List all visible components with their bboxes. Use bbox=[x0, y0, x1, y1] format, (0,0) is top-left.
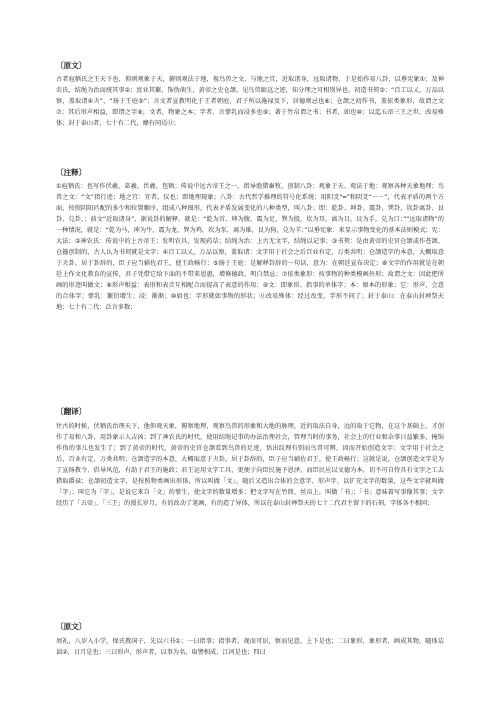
translation-paragraph: 往古的时候，伏牺氏治理天下，他仰观天象，俯察地理，观察鸟兽的形象和大地的脉理，近的取法自身，远的取于它物，在这个基础上，才创作了易和八卦，用卦象示人吉凶；到了神农氏的时代，使用结绳记事的办法治理社会，管理当时的事务，社会上的行业和杂事日益繁多，掩饰作伪的事儿也发生了；到了黄帝的时代，黄帝的史官仓颉看到鸟兽的足迹，悟出纹理有别而鸟兽可辨，因而开始创造文字；文字用于社会之后，百业有定，万类共明；仓颉造字的本意，大概取意于夬卦，居于卦辞的，臣子应当辅佐君王，使王政畅行；这就是说，仓颉创造文字是为了宣扬教令、倡导风范，有助于君王的施政；君王运用文字工具，更便于向臣民施予恩泽，而臣民应以文德为本，切不可自恃具有文字之工去猎取爵禄；仓颉初造文字，是按照物类画出形体，所以叫做「文」，随后又造出合体的会意字、形声字，以扩充文字的数量，这些文字就叫做「字」；叫它为「字」，是说它来自「文」的孳生，使文字的数量增多；把文字写在竹简、丝帛上，叫做「书」；「书」意味着写事像其事；文字经历了「五帝」、「三王」的漫长岁月，有的改动了笔画，有的造了异体，所以在泰山封禅祭天的七十二代君主留下的石刻，字体各不相同； bbox=[56, 423, 444, 507]
section-heading-annotations: 〔注释〕 bbox=[56, 168, 87, 177]
section-heading-original-text: 〔原文〕 bbox=[56, 61, 87, 70]
section-heading-translation: 〔翻译〕 bbox=[56, 407, 87, 416]
original-text-paragraph: 古者庖牺氏之王天下也，仰则观象于天，俯则观法于地，视鸟兽之文，与地之宜，近取诸身，远取诸物，于是始作易八卦，以垂宪象①；及神农氏，结绳为治而统其事②；庶业其繁，饰伪萌生，黄帝之史仓颉，见鸟兽蹄迒之迹，知分理之可相别异也，初造书契③；“百工以乂，万品以察，盖取诸④夬”，“扬于王庭⑤”；言文者宣教明化于王者朝庭，君子所以施禄及下，居德则忌也⑥；仓颉之初作书，盖依类象形，故谓之文⑦；其后形声相益，即谓之字⑧，文者，物象之本；字者，言孳乳而浸多也⑨；著于竹帛谓之书；书者，如也⑩；以迄五帝三王之世，改易殊体；封于泰山者，七十有二代，靡有同焉⑪； bbox=[56, 76, 444, 127]
section-heading-original-text-2: 〔原文〕 bbox=[56, 622, 87, 631]
original-text-paragraph-2: 周礼，八岁入小学，保氏教国子，先以六书①；一曰指事；指事者，视而可识，察而见意，上下是也；二曰象形，象形者，画成其物，随体诘诎②，日月是也；三曰形声，形声者，以事为名，取譬相成，江河是也；四曰 bbox=[56, 638, 444, 656]
annotations-paragraph: ①庖牺氏：也写作伏羲、宓羲、伏羲、包牺；传说中远古帝王之一，指导渔猎畜牧，创制八卦；观象于天、观法于地：观察各种天象地理；鸟兽之文：“文”指行迹；地之宜：宜者，仪也；即地理现象；八卦：古代哲学推理的符号化系统；用阳爻“━”和阴爻“－－”，代表矛盾的两个方面，按照阴阳匹配的多少和位置顺序，组成八种图形，代表矛盾发展变化的八种类型，叫八卦；即：乾卦、坤卦、震卦、巽卦、坎卦离卦、艮卦、兑卦，；前文“近取诸身”，据说卦的解释，就是：“乾为首，坤为腹，震为足，巽为股，坎为耳，离为目，艮为手，兑为口；”“远取诸物”的一种情况，就是：“乾为马，坤为牛，震为龙，巽为鸡，坎为豕，离为雉，艮为狗，兑为羊；”以垂宪象：来显示事物变化的基本法则模式；宪：大法；②神农氏：传说中的上古帝王；发明农具，发现药草；结绳为治：上古无文字，结绳以记事；③书契：是由黄帝的史官仓颉或作苍颉、仓籀创制的，古人认为书契就是文字；④百工以乂，万品以察，盖取诸：文字用于社会之后百业有定，万类共明；仓颉造字的本意，大概取意于夬卦，居于卦辞的，臣子应当辅佐君王，使王政畅行；⑤扬于王庭：是解释卦辞的一句话，意为：在朝廷宣布决定；⑥文字的作用就是在朝廷上作文化教育的宣传，君子凭借它给下面的不带来恩惠，增修德政，明白禁忌；⑦依类象形：按事物的种类模画外形；故谓之文：因此把所画的形迹叫做文；⑧形声相益：表形和表音互相配合而提高了表意的作用；⑨文：即象形、指事的单体字；本：原本的形象；它：形声、会意的合体字；孳乳：繁衍增生；浸：渐渐；⑩如也：字形就如事物的形状；⑪改易殊体：经过改变，字形不同了；封于泰山：在泰山封禅祭天地；七十有二代：泛言多数； bbox=[56, 183, 444, 311]
